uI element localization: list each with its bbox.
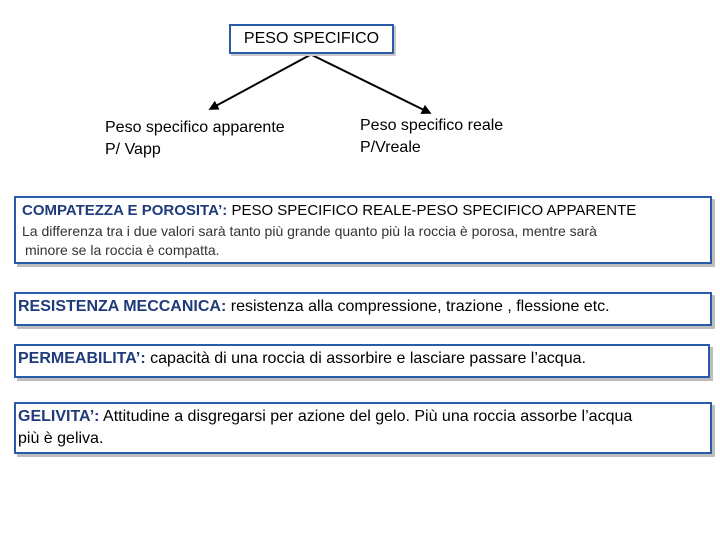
compattezza-label: COMPATEZZA E POROSITA’: [22, 202, 228, 219]
gelivita-text-1: Attitudine a disgregarsi per azione del gelo. Più una roccia assorbe l’acqua [99, 408, 633, 425]
node-real-label: Peso specifico reale [360, 117, 504, 134]
resistenza-text: resistenza alla compressione, trazione , flessione etc. [226, 298, 610, 315]
compattezza-line-2: minore se la roccia è compatta. [25, 242, 220, 258]
panel-compattezza [14, 196, 712, 264]
arrow-right [312, 55, 428, 112]
node-real [360, 115, 503, 159]
node-apparent [105, 117, 285, 161]
diagram-title-box [229, 24, 394, 54]
compattezza-heading [22, 202, 710, 219]
panel-gelivita [14, 402, 712, 454]
permeabilita-text: capacità di una roccia di assorbire e lasciare passare l’acqua. [145, 350, 586, 367]
permeabilita-label: PERMEABILITA’: [18, 350, 146, 367]
node-apparent-label: Peso specifico apparente [105, 119, 285, 136]
compattezza-formula: PESO SPECIFICO REALE-PESO SPECIFICO APPARENTE [227, 202, 637, 219]
node-apparent-formula: P/ Vapp [105, 141, 161, 158]
compattezza-line-1: La differenza tra i due valori sarà tanto più grande quanto più la roccia è porosa, mentre sarà [22, 223, 597, 239]
gelivita-text-2: più è geliva. [18, 430, 104, 447]
panel-permeabilita [14, 344, 710, 378]
diagram-title: PESO SPECIFICO [243, 30, 380, 47]
gelivita-line-1 [18, 406, 710, 428]
resistenza-label: RESISTENZA MECCANICA: [18, 298, 227, 315]
arrow-left [212, 55, 310, 108]
compattezza-body [22, 222, 710, 260]
panel-resistenza [14, 292, 712, 326]
gelivita-label: GELIVITA’: [18, 408, 100, 425]
node-real-formula: P/Vreale [360, 139, 421, 156]
